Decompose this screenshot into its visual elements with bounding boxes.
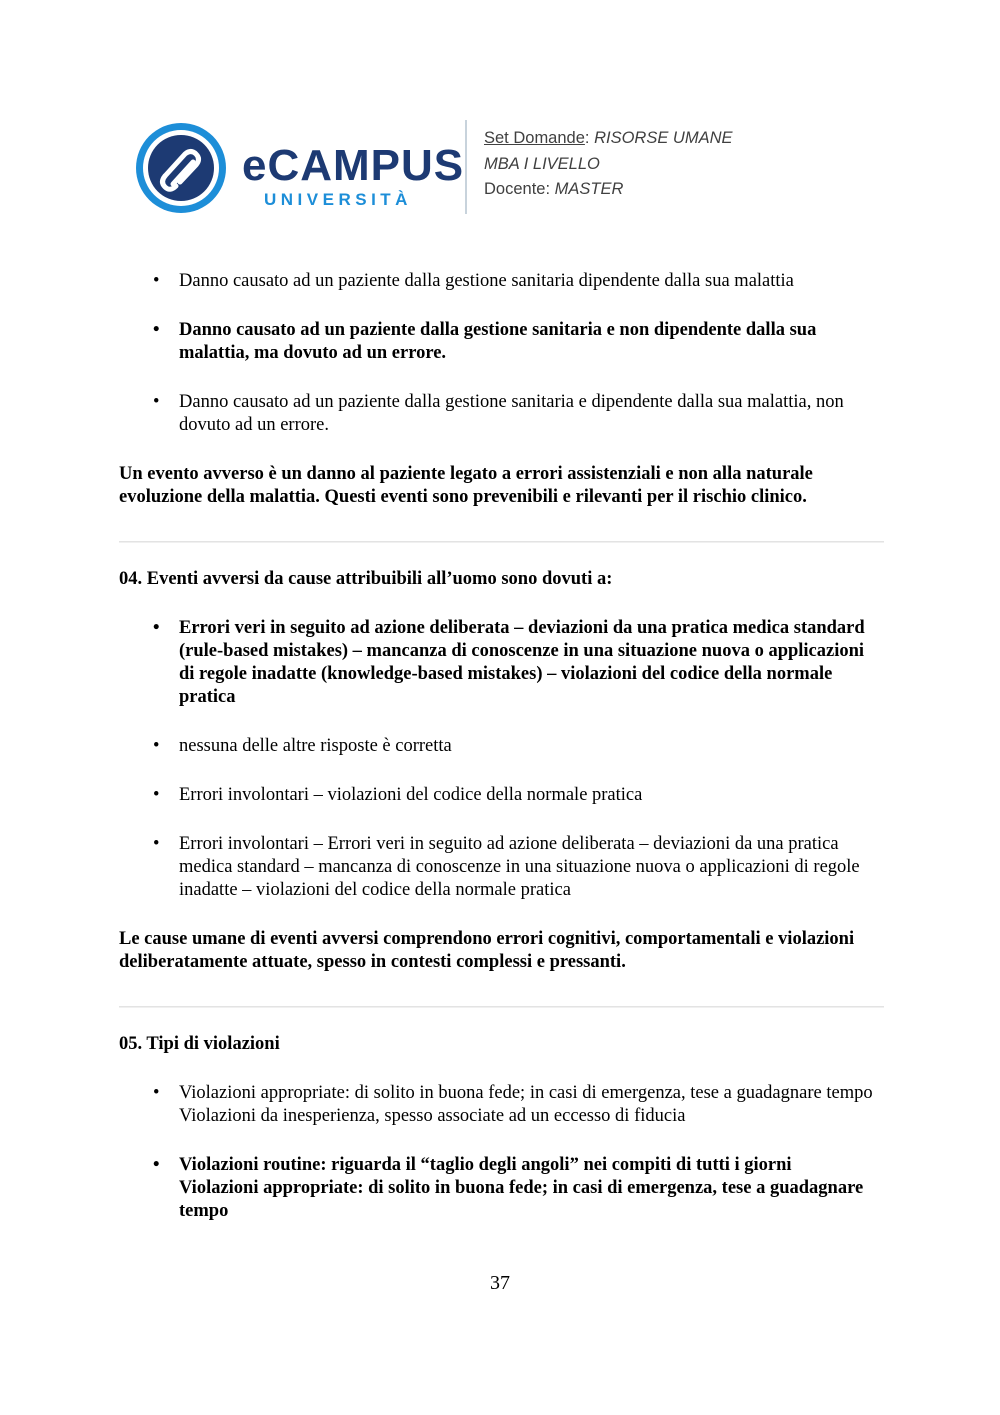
set-label: Set Domande bbox=[484, 129, 585, 147]
header-info bbox=[484, 126, 733, 203]
page-header bbox=[130, 118, 830, 218]
answer-item: • nessuna delle altre risposte è corretta bbox=[119, 735, 884, 758]
q03-explanation: Un evento avverso è un danno al paziente legato a errori assistenziali e non alla naturale evoluzione della malattia. Questi eventi sono prevenibili e rilevanti per il rischio clinico. bbox=[119, 464, 813, 507]
document-content bbox=[119, 270, 884, 1249]
header-divider bbox=[465, 120, 467, 214]
q03-answer-list bbox=[119, 270, 884, 437]
answer-item: • Danno causato ad un paziente dalla gestione sanitaria e dipendente dalla sua malattia, non dovuto ad un errore. bbox=[119, 391, 884, 437]
ecampus-seal-logo bbox=[135, 122, 227, 214]
answer-item bbox=[119, 1082, 884, 1128]
logo-brand: eCAMPUS bbox=[242, 141, 465, 190]
answer-line: Violazioni appropriate: di solito in buona fede; in casi di emergenza, tese a guadagnare tempo bbox=[179, 1178, 864, 1221]
ecampus-wordmark bbox=[242, 141, 465, 210]
answer-item-correct: • Danno causato ad un paziente dalla gestione sanitaria e non dipendente dalla sua malattia, ma dovuto ad un errore. bbox=[119, 319, 884, 365]
page-number: 37 bbox=[490, 1272, 510, 1294]
answer-line: • Violazioni appropriate: di solito in buona fede; in casi di emergenza, tese a guadagnare tempo bbox=[179, 1083, 873, 1103]
docente-label: Docente: bbox=[484, 180, 551, 198]
answer-item: • Danno causato ad un paziente dalla gestione sanitaria dipendente dalla sua malattia bbox=[119, 270, 884, 293]
logo-subtitle: UNIVERSITÀ bbox=[264, 190, 412, 209]
q04-explanation: Le cause umane di eventi avversi comprendono errori cognitivi, comportamentali e violazioni deliberatamente attuate, spesso in contesti complessi e pressanti. bbox=[119, 929, 855, 972]
answer-item-correct: • Errori veri in seguito ad azione deliberata – deviazioni da una pratica medica standard (rule-based mistakes) – mancanza di conoscenze in una situazione nuova o applicazioni di regole inadatte (knowledge-based mistakes) – violazioni del codice della normale pratica bbox=[119, 617, 884, 709]
course-line bbox=[484, 152, 733, 178]
answer-item: • Errori involontari – Errori veri in seguito ad azione deliberata – deviazioni da una pratica medica standard – mancanza di conoscenze in una situazione nuova o applicazioni di regole inadatte – violazioni del codice della normale pratica bbox=[119, 833, 884, 902]
q05-title: 05. Tipi di violazioni bbox=[119, 1034, 280, 1054]
docente-value: MASTER bbox=[554, 180, 624, 198]
set-value: RISORSE UMANE bbox=[594, 129, 733, 147]
course-value: MBA I LIVELLO bbox=[484, 154, 600, 173]
answer-item: • Errori involontari – violazioni del codice della normale pratica bbox=[119, 784, 884, 807]
answer-line: • Violazioni routine: riguarda il “taglio degli angoli” nei compiti di tutti i giorni bbox=[179, 1155, 792, 1175]
answer-item-correct bbox=[119, 1154, 884, 1223]
q04-title: 04. Eventi avversi da cause attribuibili all’uomo sono dovuti a: bbox=[119, 569, 613, 589]
docente-line bbox=[484, 177, 733, 203]
q05-answer-list bbox=[119, 1082, 884, 1223]
set-line: Set Domande: RISORSE UMANE bbox=[484, 129, 733, 147]
answer-line: Violazioni da inesperienza, spesso associate ad un eccesso di fiducia bbox=[179, 1106, 686, 1126]
q04-answer-list bbox=[119, 617, 884, 902]
